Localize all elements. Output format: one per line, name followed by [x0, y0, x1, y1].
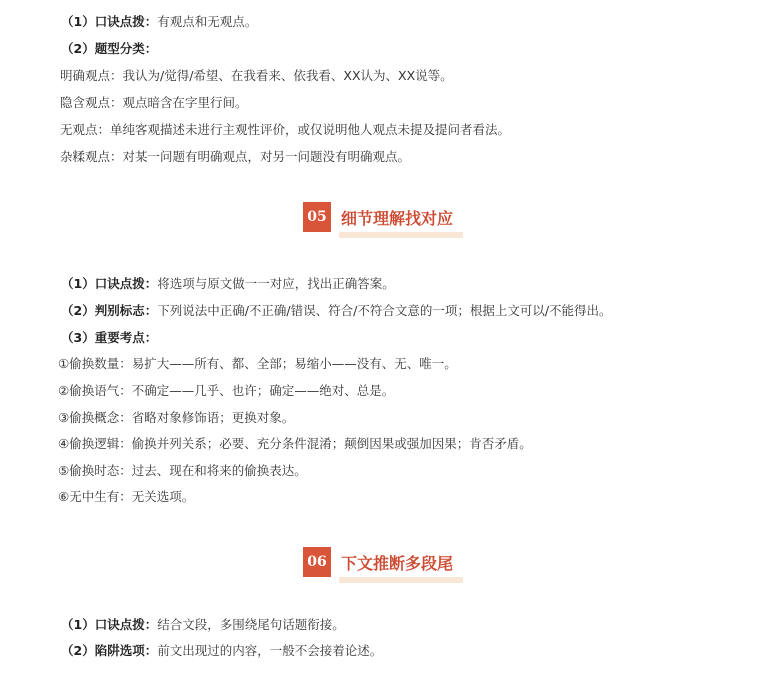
section-title-05-text: 细节理解找对应 — [341, 208, 454, 228]
s06-line-1-label: （1）口诀点拨： — [61, 617, 158, 632]
s05-line-5 — [58, 383, 394, 399]
s04-line-1-label: （1）口诀点拨： — [61, 14, 158, 29]
s05-line-8-text: ⑤偷换时态：过去、现在和将来的偷换表达。 — [58, 463, 307, 478]
s05-line-6 — [58, 410, 294, 426]
section-heading-05 — [0, 200, 773, 236]
s05-line-1-label: （1）口诀点拨： — [61, 276, 158, 291]
section-number-06: 06 — [303, 547, 331, 577]
s04-line-2-label: （2）题型分类： — [61, 41, 158, 56]
s05-line-2-text: 下列说法中正确/不正确/错误、符合/不符合文意的一项；根据上文可以/不能得出。 — [157, 303, 612, 318]
section-title-05-underline — [339, 232, 463, 238]
section-title-06 — [339, 551, 455, 574]
s04-line-5-text: 无观点：单纯客观描述未进行主观性评价，或仅说明他人观点未提及提问者看法。 — [60, 122, 511, 137]
s05-line-7-text: ④偷换逻辑：偷换并列关系；必要、充分条件混淆；颠倒因果或强加因果；肯否矛盾。 — [58, 436, 532, 451]
s04-line-2 — [61, 41, 157, 57]
s06-line-2-text: 前文出现过的内容，一般不会接着论述。 — [157, 643, 383, 658]
s05-line-2-label: （2）判别标志： — [61, 303, 158, 318]
s04-line-3-text: 明确观点：我认为/觉得/希望、在我看来、依我看、XX认为、XX说等。 — [60, 68, 453, 83]
s05-line-1 — [61, 276, 395, 292]
s06-line-2 — [61, 643, 382, 659]
s04-line-6-text: 杂糅观点：对某一问题有明确观点，对另一问题没有明确观点。 — [60, 149, 411, 164]
s05-line-8 — [58, 463, 307, 479]
s04-line-5 — [60, 122, 510, 138]
s05-line-2 — [61, 303, 612, 319]
s06-line-2-label: （2）陷阱选项： — [61, 643, 158, 658]
s05-line-5-text: ②偷换语气：不确定——几乎、也许；确定——绝对、总是。 — [58, 383, 395, 398]
s06-line-1-text: 结合文段，多围绕尾句话题衔接。 — [157, 617, 345, 632]
s04-line-6 — [60, 149, 410, 165]
s04-line-3 — [60, 68, 453, 84]
s05-line-3-label: （3）重要考点： — [61, 330, 158, 345]
s05-line-3 — [61, 330, 157, 346]
s04-line-4-text: 隐含观点：观点暗含在字里行间。 — [60, 95, 248, 110]
s05-line-9-text: ⑥无中生有：无关选项。 — [58, 489, 195, 504]
section-title-06-text: 下文推断多段尾 — [341, 553, 454, 573]
section-number-05: 05 — [303, 202, 331, 232]
s05-line-4 — [58, 356, 457, 372]
section-title-06-underline — [339, 577, 463, 583]
s06-line-1 — [61, 617, 345, 633]
s04-line-4 — [60, 95, 248, 111]
s05-line-7 — [58, 436, 532, 452]
s04-line-1-text: 有观点和无观点。 — [157, 14, 258, 29]
section-title-05 — [339, 206, 455, 229]
s05-line-9 — [58, 489, 194, 505]
section-heading-06 — [0, 545, 773, 581]
s05-line-1-text: 将选项与原文做一一对应，找出正确答案。 — [157, 276, 395, 291]
s05-line-4-text: ①偷换数量：易扩大——所有、都、全部；易缩小——没有、无、唯一。 — [58, 356, 457, 371]
s04-line-1 — [61, 14, 257, 30]
s05-line-6-text: ③偷换概念：省略对象修饰语；更换对象。 — [58, 410, 295, 425]
